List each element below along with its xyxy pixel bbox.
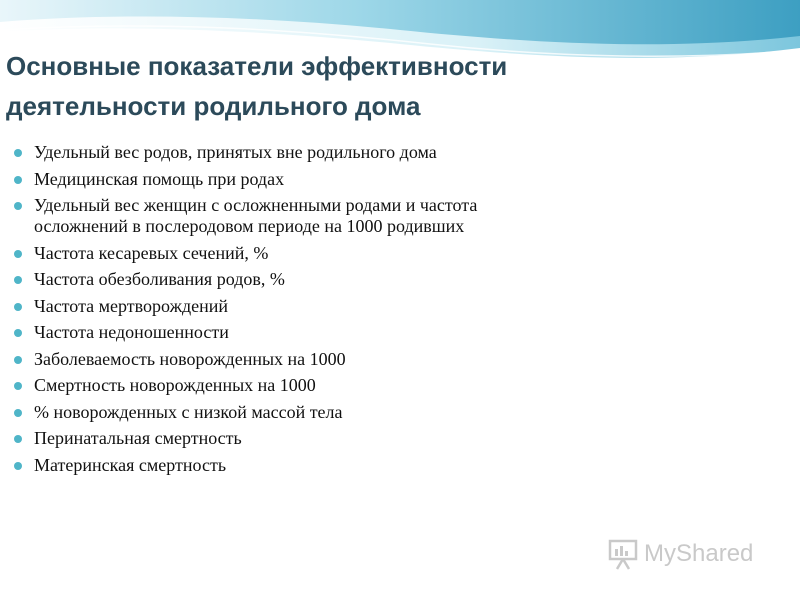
list-item: [14, 455, 784, 476]
slide-title-line-1: Основные показатели эффективности: [6, 51, 508, 81]
list-item-text-continued: осложнений в послеродовом периоде на 1000 родивших: [34, 216, 465, 236]
list-item: [14, 428, 784, 449]
watermark-logo: [608, 536, 753, 572]
list-item: [14, 322, 784, 343]
list-item-text: Медицинская помощь при родах: [34, 168, 285, 189]
bullet-dot-icon: [14, 250, 22, 258]
list-item-text: Удельный вес женщин с осложненными родами и частота: [34, 195, 478, 215]
bullet-dot-icon: [14, 409, 22, 417]
list-item-text: Удельный вес родов, принятых вне родильного дома: [34, 142, 437, 162]
bullet-dot-icon: [14, 329, 22, 337]
bullet-dot-icon: [14, 276, 22, 284]
list-item-text: Материнская смертность: [34, 454, 227, 475]
list-item-text: Частота обезболивания родов, %: [34, 269, 285, 289]
bullet-dot-icon: [14, 462, 22, 470]
bullet-dot-icon: [14, 149, 22, 157]
list-item-text: Частота мертворождений: [34, 295, 229, 316]
list-item: [14, 142, 784, 163]
list-item-text: Смертность новорожденных на 1000: [34, 375, 316, 395]
list-item-text: % новорожденных с низкой массой тела: [34, 401, 343, 422]
list-item: [14, 296, 784, 317]
list-item: [14, 269, 784, 290]
list-item-text: Заболеваемость новорожденных на 1000: [34, 348, 346, 369]
bullet-dot-icon: [14, 176, 22, 184]
list-item: [14, 402, 784, 423]
list-item: [14, 349, 784, 370]
slide-title: [6, 46, 786, 126]
watermark-text: MyShared: [644, 540, 754, 567]
list-item-text: Частота недоношенности: [34, 322, 229, 342]
indicator-list: [14, 142, 784, 481]
list-item-text: Частота кесаревых сечений, %: [34, 242, 269, 263]
bullet-dot-icon: [14, 382, 22, 390]
list-item: [14, 169, 784, 190]
bullet-dot-icon: [14, 356, 22, 364]
bullet-dot-icon: [14, 303, 22, 311]
slide-title-line-2: деятельности родильного дома: [6, 91, 421, 121]
list-item: [14, 195, 784, 237]
bullet-dot-icon: [14, 435, 22, 443]
presentation-board-icon: [608, 538, 638, 570]
list-item: [14, 243, 784, 264]
list-item-text: Перинатальная смертность: [34, 428, 242, 448]
bullet-dot-icon: [14, 202, 22, 210]
list-item: [14, 375, 784, 396]
